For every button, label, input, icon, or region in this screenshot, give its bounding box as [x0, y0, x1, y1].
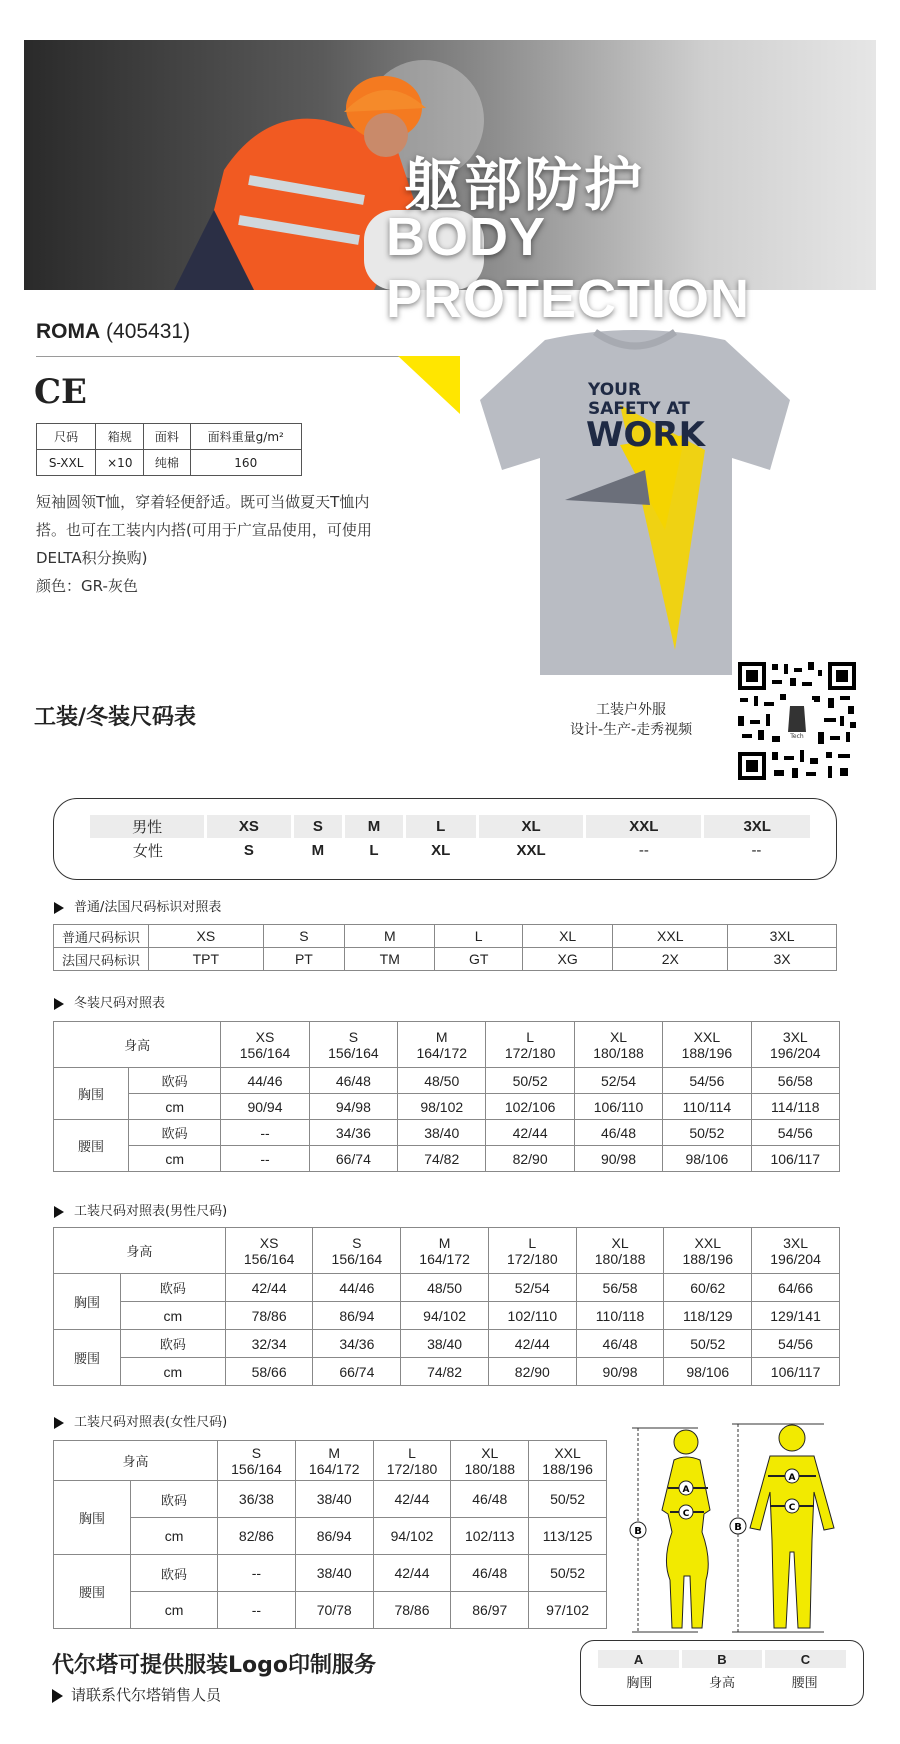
- eu-label: 欧码: [121, 1330, 226, 1358]
- fr-cell: S: [263, 925, 344, 948]
- marker-b: B: [734, 1522, 742, 1533]
- size-chart-heading: 工装/冬装尺码表: [34, 705, 197, 730]
- chest-cm-value: 102/110: [488, 1302, 576, 1330]
- chest-eu-value: 42/44: [373, 1481, 451, 1518]
- spec-header: 尺码: [37, 424, 96, 450]
- cm-label: cm: [129, 1094, 221, 1120]
- desc-line: DELTA积分换购): [36, 549, 148, 567]
- desc-line: 短袖圆领T恤，穿着轻便舒适。既可当做夏天T恤内: [36, 493, 370, 511]
- chest-eu-value: 36/38: [218, 1481, 296, 1518]
- chest-eu-value: 52/54: [488, 1274, 576, 1302]
- eu-label: 欧码: [131, 1555, 218, 1592]
- height-range: 172/180: [507, 1250, 558, 1267]
- shirt-print-line: YOUR: [588, 380, 642, 400]
- eu-label: 欧码: [129, 1120, 221, 1146]
- height-range: 156/164: [331, 1250, 383, 1267]
- fr-cell: XL: [522, 925, 612, 948]
- waist-eu-value: 34/36: [309, 1120, 397, 1146]
- section-label-text: 工装尺码对照表(女性尺码): [74, 1415, 228, 1430]
- size-header: [373, 1441, 451, 1481]
- chest-cm-value: 106/110: [574, 1094, 662, 1120]
- marker-b: B: [634, 1526, 642, 1537]
- waist-cm-value: 78/86: [373, 1592, 451, 1629]
- waist-eu-value: 42/44: [488, 1330, 576, 1358]
- spec-header: 箱规: [96, 424, 144, 450]
- height-range: 156/164: [231, 1460, 282, 1477]
- fr-cell: XG: [522, 948, 612, 971]
- gender-size-table: [90, 815, 810, 862]
- marker-c: C: [682, 1509, 690, 1519]
- waist-eu-value: 38/40: [401, 1330, 489, 1358]
- waist-cm-value: 90/98: [574, 1146, 662, 1172]
- fr-cell: 2X: [613, 948, 728, 971]
- size-header: [751, 1022, 839, 1068]
- fr-size-table: [53, 924, 837, 971]
- eu-label: 欧码: [131, 1481, 218, 1518]
- size-name: M: [328, 1444, 341, 1461]
- arrow-right-icon: [54, 902, 64, 914]
- waist-eu-value: 32/34: [225, 1330, 313, 1358]
- product-code: (405431): [106, 320, 191, 343]
- fr-cell: L: [435, 925, 522, 948]
- chest-eu-value: 48/50: [401, 1274, 489, 1302]
- waist-eu-value: --: [218, 1555, 296, 1592]
- waist-cm-value: 66/74: [309, 1146, 397, 1172]
- height-range: 156/164: [239, 1044, 291, 1061]
- height-header: 身高: [54, 1441, 218, 1481]
- size-header: [576, 1228, 664, 1274]
- svg-text:Tech: Tech: [790, 733, 804, 740]
- waist-cm-value: 98/106: [664, 1358, 752, 1386]
- height-range: 156/164: [328, 1044, 379, 1061]
- waist-eu-value: 54/56: [751, 1120, 839, 1146]
- chest-eu-value: 38/40: [295, 1481, 373, 1518]
- shirt-print-line: WORK: [586, 415, 705, 455]
- legend-value: 身高: [708, 1675, 735, 1691]
- chest-eu-value: 52/54: [574, 1068, 662, 1094]
- size-name: L: [408, 1444, 416, 1461]
- section-label-text: 工装尺码对照表(男性尺码): [74, 1204, 228, 1219]
- waist-cm-value: 90/98: [576, 1358, 664, 1386]
- title-divider: [36, 356, 456, 357]
- chest-cm-value: 94/98: [309, 1094, 397, 1120]
- female-size: XL: [431, 841, 451, 859]
- size-name: XL: [611, 1234, 629, 1251]
- height-range: 180/188: [464, 1460, 516, 1477]
- eu-label: 欧码: [129, 1068, 221, 1094]
- arrow-right-icon: [54, 1417, 64, 1429]
- arrow-right-icon: [54, 1206, 64, 1218]
- fr-row-head: 普通尺码标识: [54, 925, 149, 948]
- waist-eu-value: 42/44: [373, 1555, 451, 1592]
- height-header: 身高: [54, 1228, 226, 1274]
- chest-cm-value: 114/118: [751, 1094, 839, 1120]
- height-range: 180/188: [594, 1250, 646, 1267]
- women-table-label: [54, 1411, 227, 1430]
- cm-label: cm: [121, 1302, 226, 1330]
- spec-header: 面料: [144, 424, 190, 450]
- spec-header: 面料重量g/m²: [190, 424, 301, 450]
- height-header: 身高: [54, 1022, 221, 1068]
- male-size: M: [344, 815, 404, 838]
- legend-key: C: [800, 1651, 811, 1667]
- chest-eu-value: 50/52: [529, 1481, 607, 1518]
- size-name: M: [438, 1234, 451, 1251]
- logo-service-title: 代尔塔可提供服装Logo印制服务: [52, 1653, 376, 1678]
- chest-cm-value: 98/102: [398, 1094, 486, 1120]
- winter-table-label: [54, 992, 165, 1011]
- chest-eu-value: 48/50: [398, 1068, 486, 1094]
- size-header: [488, 1228, 576, 1274]
- chest-eu-value: 46/48: [451, 1481, 529, 1518]
- waist-label: 腰围: [54, 1555, 131, 1629]
- height-range: 164/172: [308, 1460, 360, 1477]
- male-figure: [750, 1425, 834, 1628]
- winter-size-table: [53, 1021, 840, 1172]
- legend-table: [598, 1650, 846, 1694]
- waist-eu-value: 50/52: [663, 1120, 751, 1146]
- body-measurement-figures: [624, 1420, 894, 1636]
- size-header: [309, 1022, 397, 1068]
- waist-cm-value: 106/117: [752, 1358, 840, 1386]
- waist-eu-value: 38/40: [398, 1120, 486, 1146]
- fr-table-label: [54, 896, 221, 915]
- waist-eu-value: 50/52: [664, 1330, 752, 1358]
- height-range: 196/204: [770, 1250, 821, 1267]
- male-size: 3XL: [743, 818, 771, 835]
- size-header: [574, 1022, 662, 1068]
- waist-cm-value: --: [221, 1146, 309, 1172]
- section-label-text: 普通/法国尺码标识对照表: [74, 900, 222, 915]
- fr-row-head: 法国尺码标识: [54, 948, 149, 971]
- chest-cm-value: 82/86: [218, 1518, 296, 1555]
- ce-mark: CE: [34, 372, 87, 412]
- male-size: XS: [206, 815, 292, 838]
- arrow-right-icon: [52, 1689, 63, 1703]
- size-name: XS: [259, 1234, 279, 1251]
- qr-caption: [570, 700, 692, 740]
- waist-label: 腰围: [54, 1330, 121, 1386]
- chest-eu-value: 44/46: [221, 1068, 309, 1094]
- chest-eu-value: 42/44: [225, 1274, 313, 1302]
- chest-label: 胸围: [54, 1068, 129, 1120]
- fr-cell: M: [345, 925, 435, 948]
- waist-eu-value: --: [221, 1120, 309, 1146]
- size-header: [664, 1228, 752, 1274]
- size-header: [218, 1441, 296, 1481]
- desc-line: 颜色：GR-灰色: [36, 577, 138, 595]
- waist-cm-value: 97/102: [529, 1592, 607, 1629]
- height-range: 172/180: [504, 1044, 556, 1061]
- size-header: [663, 1022, 751, 1068]
- size-name: XL: [609, 1028, 628, 1045]
- marker-a: A: [682, 1485, 690, 1495]
- waist-cm-value: 74/82: [398, 1146, 486, 1172]
- height-range: 156/164: [243, 1250, 295, 1267]
- legend-value: 胸围: [626, 1675, 653, 1691]
- chest-eu-value: 60/62: [664, 1274, 752, 1302]
- legend-key: A: [598, 1650, 681, 1668]
- chest-cm-value: 86/94: [295, 1518, 373, 1555]
- female-size: M: [311, 841, 325, 859]
- cm-label: cm: [131, 1518, 218, 1555]
- spec-value: 160: [190, 450, 301, 476]
- size-header: [529, 1441, 607, 1481]
- fr-cell: PT: [263, 948, 344, 971]
- size-header: [451, 1441, 529, 1481]
- male-label: 男性: [90, 815, 206, 838]
- size-header: [295, 1441, 373, 1481]
- chest-cm-value: 94/102: [373, 1518, 451, 1555]
- size-name: 3XL: [782, 1028, 808, 1045]
- female-figure: [662, 1430, 710, 1628]
- chest-eu-value: 56/58: [576, 1274, 664, 1302]
- waist-eu-value: 46/48: [576, 1330, 664, 1358]
- chest-cm-value: 113/125: [529, 1518, 607, 1555]
- size-name: 3XL: [783, 1234, 809, 1251]
- size-header: [313, 1228, 401, 1274]
- fr-cell: GT: [435, 948, 522, 971]
- fr-cell: TPT: [149, 948, 264, 971]
- chest-eu-value: 64/66: [752, 1274, 840, 1302]
- waist-cm-value: 82/90: [486, 1146, 574, 1172]
- height-range: 196/204: [769, 1044, 821, 1061]
- height-range: 180/188: [593, 1044, 644, 1061]
- size-name: S: [352, 1234, 362, 1251]
- chest-eu-value: 56/58: [751, 1068, 839, 1094]
- cm-label: cm: [121, 1358, 226, 1386]
- chest-cm-value: 129/141: [752, 1302, 840, 1330]
- fr-cell: 3XL: [728, 925, 837, 948]
- fr-cell: TM: [345, 948, 435, 971]
- chest-cm-value: 118/129: [664, 1302, 752, 1330]
- spec-value: S-XXL: [37, 450, 96, 476]
- banner-title-cn: 躯部防护: [404, 151, 645, 219]
- waist-cm-value: 66/74: [313, 1358, 401, 1386]
- height-range: 188/196: [682, 1250, 734, 1267]
- eu-label: 欧码: [121, 1274, 226, 1302]
- male-size: XXL: [585, 815, 703, 838]
- shirt-print-line: SAFETY AT: [588, 399, 690, 419]
- size-name: S: [251, 1444, 262, 1461]
- waist-eu-value: 50/52: [529, 1555, 607, 1592]
- female-label: 女性: [132, 841, 163, 860]
- waist-cm-value: 98/106: [663, 1146, 751, 1172]
- product-description: [36, 488, 406, 600]
- female-size: XXL: [516, 841, 546, 859]
- marker-a: A: [788, 1473, 796, 1483]
- waist-eu-value: 42/44: [486, 1120, 574, 1146]
- product-title: [36, 320, 190, 344]
- chest-cm-value: 78/86: [225, 1302, 313, 1330]
- chest-cm-value: 110/118: [576, 1302, 664, 1330]
- desc-line: 搭。也可在工装内内搭(可用于广宣品使用，可使用: [36, 521, 372, 539]
- chest-eu-value: 46/48: [309, 1068, 397, 1094]
- size-name: XS: [255, 1028, 275, 1045]
- product-name: ROMA: [36, 320, 101, 343]
- yellow-corner-accent: [398, 356, 460, 416]
- banner: [24, 40, 876, 329]
- chest-eu-value: 44/46: [313, 1274, 401, 1302]
- height-range: 188/196: [681, 1044, 733, 1061]
- size-header: [225, 1228, 313, 1274]
- chest-label: 胸围: [54, 1274, 121, 1330]
- height-range: 164/172: [419, 1250, 470, 1267]
- logo-service-subtitle: [52, 1684, 221, 1705]
- marker-c: C: [788, 1503, 796, 1513]
- men-table-label: [54, 1200, 227, 1219]
- fr-cell: XS: [149, 925, 264, 948]
- size-header: [401, 1228, 489, 1274]
- waist-label: 腰围: [54, 1120, 129, 1172]
- qr-caption-line: 工装户外服: [596, 702, 667, 718]
- size-name: L: [528, 1234, 537, 1251]
- size-header: [398, 1022, 486, 1068]
- qr-code[interactable]: [736, 660, 858, 782]
- male-size: L: [404, 815, 477, 838]
- chest-cm-value: 102/113: [451, 1518, 529, 1555]
- size-name: L: [526, 1028, 535, 1045]
- waist-eu-value: 38/40: [295, 1555, 373, 1592]
- height-range: 188/196: [542, 1460, 593, 1477]
- cm-label: cm: [131, 1592, 218, 1629]
- female-size: --: [751, 841, 762, 859]
- waist-cm-value: 70/78: [295, 1592, 373, 1629]
- waist-cm-value: --: [218, 1592, 296, 1629]
- size-name: XXL: [694, 1234, 722, 1251]
- men-size-table: [53, 1227, 840, 1386]
- fr-cell: 3X: [728, 948, 837, 971]
- section-label-text: 冬装尺码对照表: [74, 996, 166, 1011]
- size-header: [221, 1022, 309, 1068]
- male-size: XL: [477, 815, 585, 838]
- chest-eu-value: 50/52: [486, 1068, 574, 1094]
- size-name: XXL: [693, 1028, 721, 1045]
- cm-label: cm: [129, 1146, 221, 1172]
- size-name: S: [348, 1028, 359, 1045]
- tshirt-image: [470, 320, 800, 680]
- waist-cm-value: 106/117: [751, 1146, 839, 1172]
- fr-cell: XXL: [613, 925, 728, 948]
- waist-cm-value: 86/97: [451, 1592, 529, 1629]
- female-size: --: [638, 841, 649, 859]
- waist-eu-value: 54/56: [752, 1330, 840, 1358]
- chest-cm-value: 110/114: [663, 1094, 751, 1120]
- waist-eu-value: 34/36: [313, 1330, 401, 1358]
- waist-eu-value: 46/48: [451, 1555, 529, 1592]
- size-header: [752, 1228, 840, 1274]
- chest-cm-value: 90/94: [221, 1094, 309, 1120]
- waist-cm-value: 58/66: [225, 1358, 313, 1386]
- chest-cm-value: 102/106: [486, 1094, 574, 1120]
- spec-value: ×10: [96, 450, 144, 476]
- waist-cm-value: 82/90: [488, 1358, 576, 1386]
- chest-label: 胸围: [54, 1481, 131, 1555]
- chest-cm-value: 86/94: [313, 1302, 401, 1330]
- size-name: XL: [481, 1444, 499, 1461]
- male-size: S: [292, 815, 344, 838]
- height-range: 172/180: [386, 1460, 438, 1477]
- height-range: 164/172: [416, 1044, 468, 1061]
- waist-eu-value: 46/48: [574, 1120, 662, 1146]
- spec-value: 纯棉: [144, 450, 190, 476]
- female-size: L: [369, 841, 379, 859]
- banner-title-en: BODY PROTECTION: [386, 207, 751, 329]
- legend-value: 腰围: [791, 1675, 818, 1691]
- size-header: [486, 1022, 574, 1068]
- chest-eu-value: 54/56: [663, 1068, 751, 1094]
- size-name: M: [435, 1028, 448, 1045]
- subtitle-text: 请联系代尔塔销售人员: [71, 1686, 222, 1704]
- qr-caption-line: 设计-生产-走秀视频: [570, 722, 693, 738]
- legend-key: B: [681, 1650, 764, 1668]
- arrow-right-icon: [54, 998, 64, 1010]
- women-size-table: [53, 1440, 607, 1629]
- size-name: XXL: [554, 1444, 581, 1461]
- waist-cm-value: 74/82: [401, 1358, 489, 1386]
- female-size: S: [243, 841, 254, 859]
- spec-table: [36, 423, 302, 476]
- chest-cm-value: 94/102: [401, 1302, 489, 1330]
